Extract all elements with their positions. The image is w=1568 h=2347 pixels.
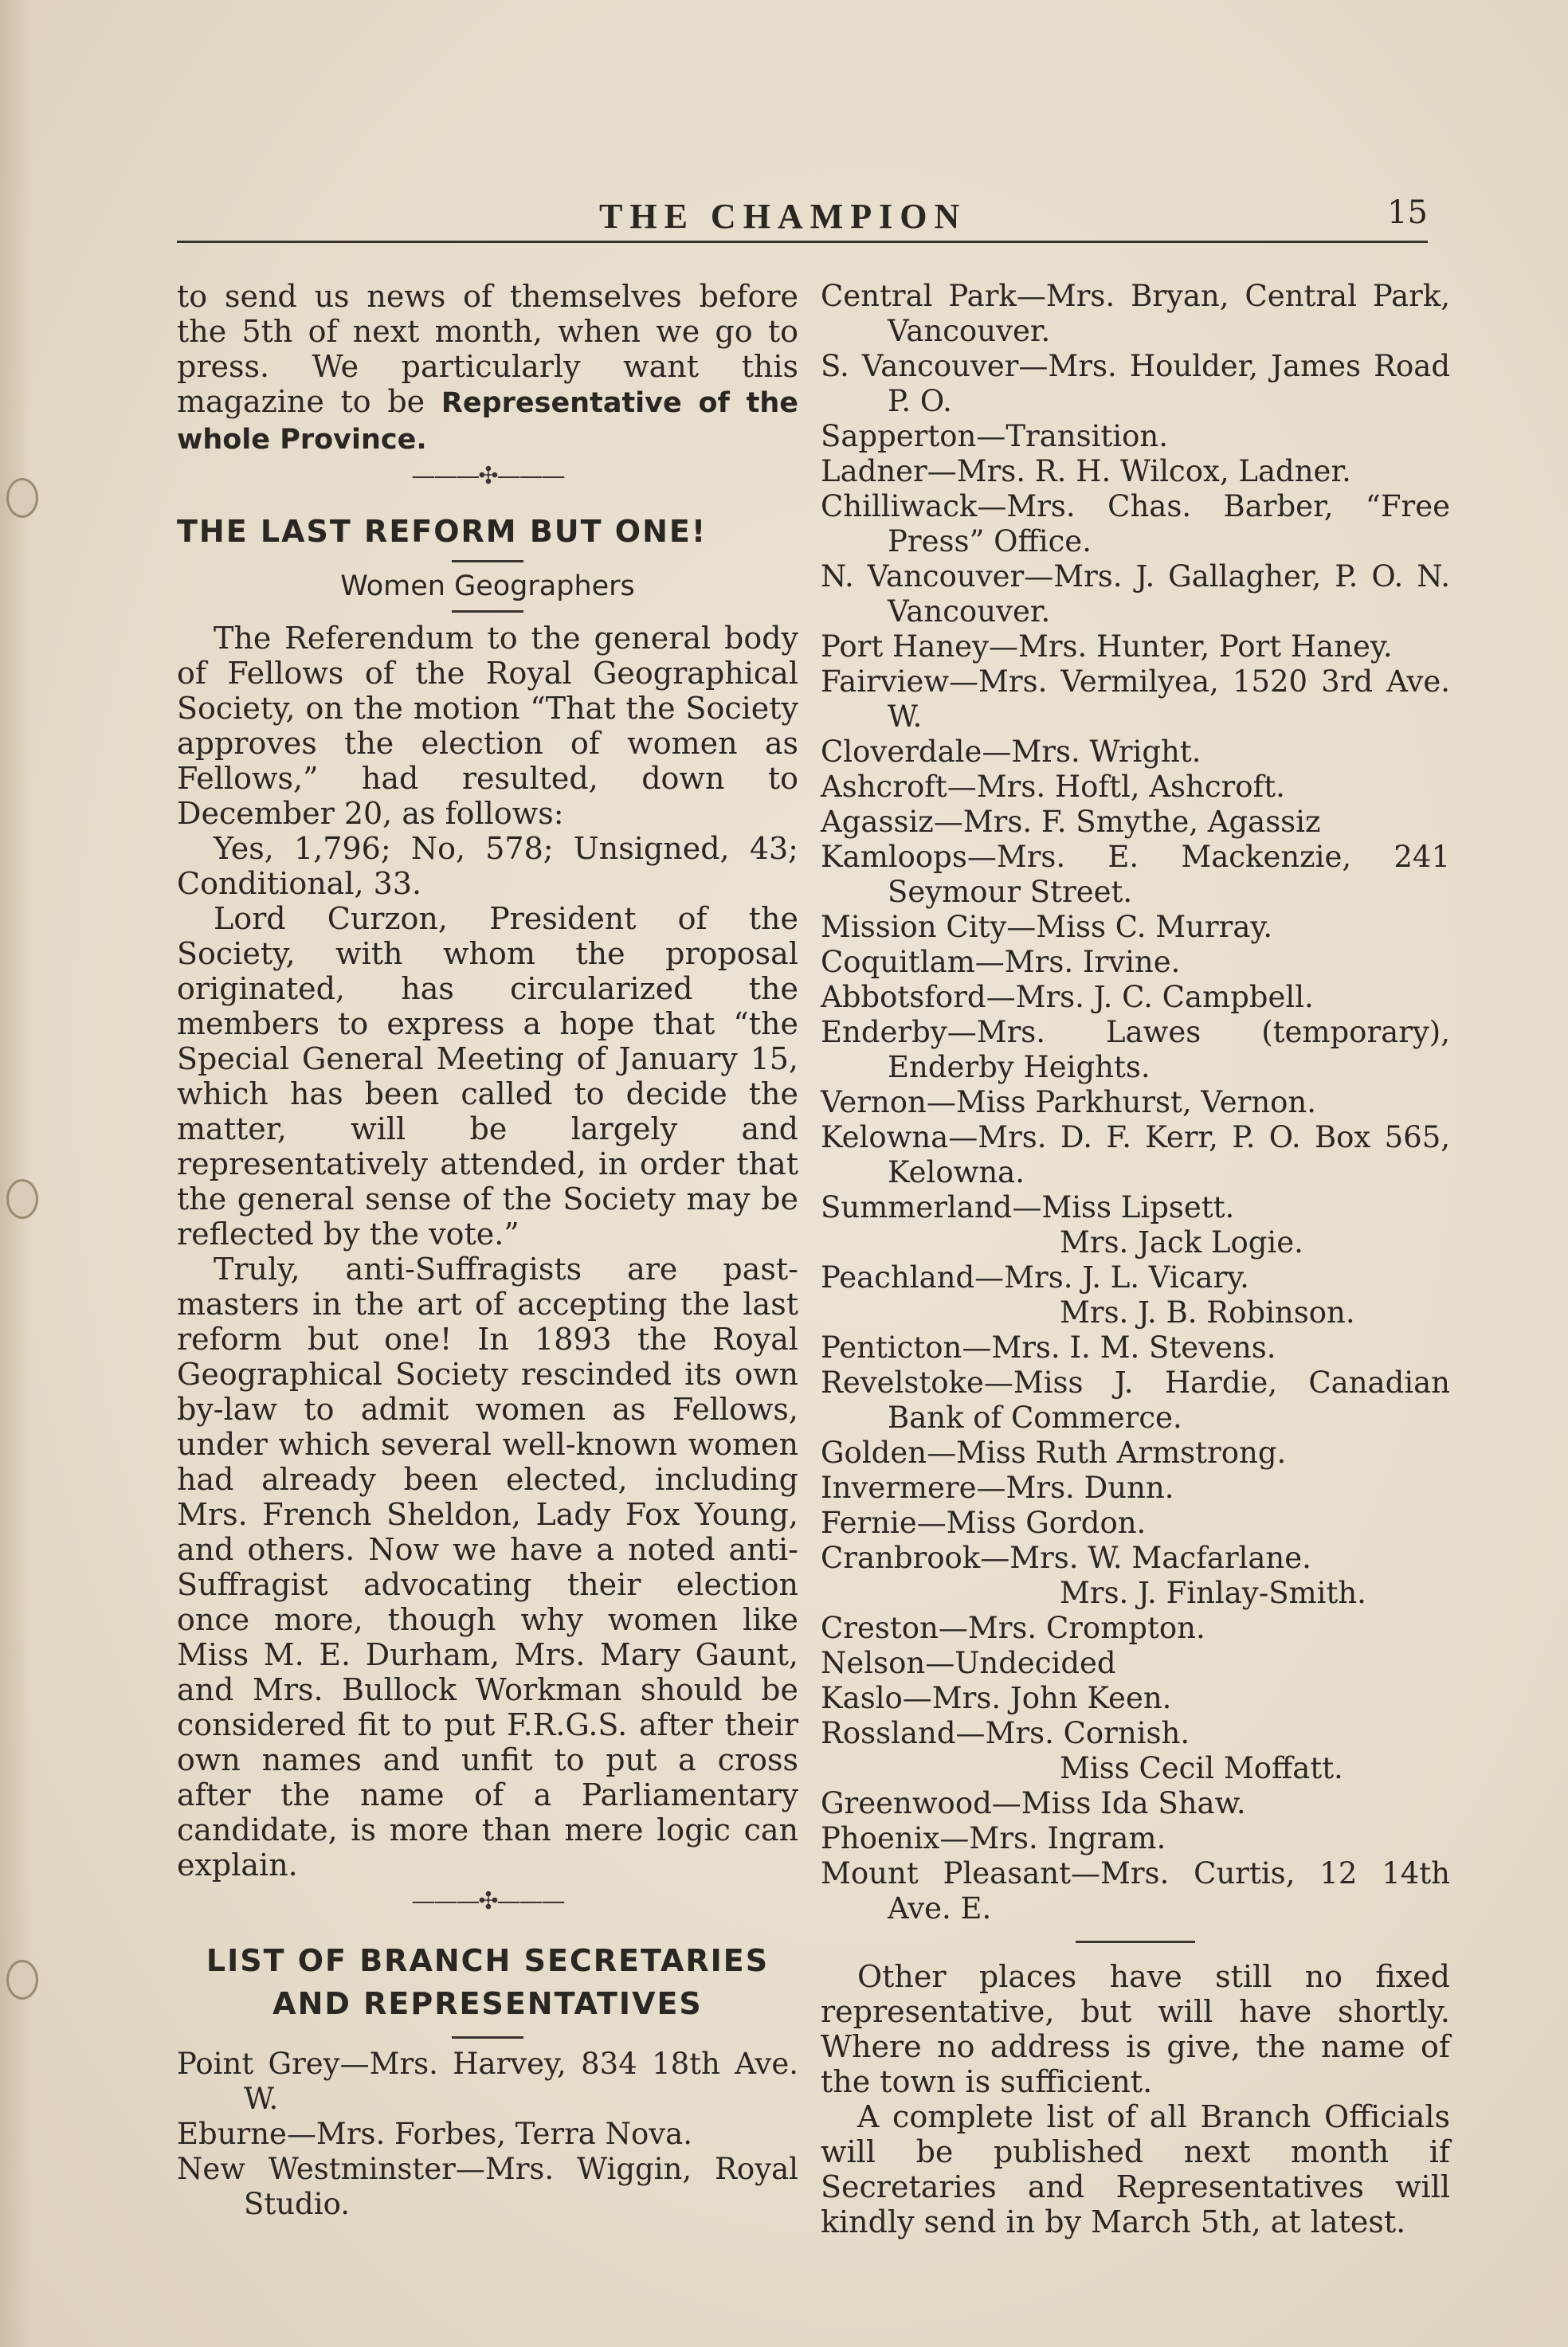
- divider-rule: [452, 560, 523, 562]
- list-item: Fairview—Mrs. Vermilyea, 1520 3rd Ave. W.: [821, 664, 1450, 734]
- closing-paragraph: A complete list of all Branch Officials will be published next month if Secretaries and Representatives will kindly send in by March 5th, at latest.: [821, 2099, 1450, 2239]
- list-item: Central Park—Mrs. Bryan, Central Park, Vancouver.: [821, 279, 1450, 348]
- closing-paragraph: Other places have still no fixed representative, but will have shortly. Where no address is give, the name of the town is sufficient.: [821, 1959, 1450, 2099]
- running-header: [177, 188, 1428, 243]
- list-item: Ashcroft—Mrs. Hoftl, Ashcroft.: [821, 770, 1285, 804]
- list-item: Peachland—Mrs. J. L. Vicary.: [821, 1260, 1249, 1295]
- list-item-continuation: Miss Cecil Moffatt.: [1060, 1751, 1343, 1785]
- list-item: Invermere—Mrs. Dunn.: [821, 1471, 1174, 1505]
- list-item: Vernon—Miss Parkhurst, Vernon.: [821, 1085, 1317, 1119]
- article-subtitle: Women Geographers: [340, 570, 635, 602]
- list-item: Revelstoke—Miss J. Hardie, Canadian Bank of Commerce.: [821, 1365, 1450, 1435]
- list-item: Phoenix—Mrs. Ingram.: [821, 1821, 1166, 1855]
- list-item: Penticton—Mrs. I. M. Stevens.: [821, 1330, 1276, 1365]
- list-item: Mount Pleasant—Mrs. Curtis, 12 14th Ave. E.: [821, 1856, 1450, 1926]
- list-item: Mission City—Miss C. Murray.: [821, 910, 1273, 944]
- right-column: [821, 279, 1450, 2239]
- binding-hole: [6, 1960, 38, 2000]
- list-item: Kaslo—Mrs. John Keen.: [821, 1681, 1172, 1715]
- divider-rule: [1076, 1941, 1195, 1943]
- list-item: Cranbrook—Mrs. W. Macfarlane.: [821, 1541, 1311, 1575]
- list-item: Chilliwack—Mrs. Chas. Barber, “Free Press” Office.: [821, 489, 1450, 558]
- list-item-continuation: Mrs. J. Finlay-Smith.: [1060, 1576, 1366, 1610]
- article-paragraph: Truly, anti-Suffragists are past-masters in the art of accepting the last reform but one! In 1893 the Royal Geographical Society rescinded its own by-law to admit women as Fellows, under which several well-known women had already been elected, including Mrs. French Sheldon, Lady Fox Young, and others. Now we have a noted anti-Suffragist advocating their election once more, though why women like Miss M. E. Durham, Mrs. Mary Gaunt, and Mrs. Bullock Workman should be considered fit to put F.R.G.S. after their own names and unfit to put a cross after the name of a Parliamentary candidate, is more than mere logic can explain.: [177, 1252, 798, 1883]
- list-item: Greenwood—Miss Ida Shaw.: [821, 1786, 1246, 1820]
- list-item: Coquitlam—Mrs. Irvine.: [821, 945, 1181, 979]
- article-paragraph: Lord Curzon, President of the Society, with whom the proposal originated, has circularized the members to express a hope that “the Special General Meeting of January 15, which has been called to decide the matter, will be largely and representatively attended, in order that the general sense of the Society may be reflected by the vote.”: [177, 901, 798, 1252]
- list-item-continuation: Mrs. Jack Logie.: [1060, 1225, 1303, 1260]
- article-paragraph: Yes, 1,796; No, 578; Unsigned, 43; Conditional, 33.: [177, 831, 798, 901]
- list-item: Golden—Miss Ruth Armstrong.: [821, 1436, 1287, 1470]
- list-title: LIST OF BRANCH SECRETARIES AND REPRESENTATIVES: [206, 1943, 770, 2021]
- article-paragraph: The Referendum to the general body of Fellows of the Royal Geographical Society, on the motion “That the Society approves the election of women as Fellows,” had resulted, down to December 20, as follows:: [177, 621, 798, 831]
- list-item: Agassiz—Mrs. F. Smythe, Agassiz: [821, 805, 1321, 839]
- list-item: N. Vancouver—Mrs. J. Gallagher, P. O. N. Vancouver.: [821, 559, 1450, 629]
- list-item: Cloverdale—Mrs. Wright.: [821, 735, 1201, 769]
- list-item: Rossland—Mrs. Cornish.: [821, 1716, 1190, 1750]
- list-item-continuation: Mrs. J. B. Robinson.: [1060, 1295, 1355, 1330]
- list-item: Ladner—Mrs. R. H. Wilcox, Ladner.: [821, 454, 1351, 488]
- list-item: Sapperton—Transition.: [821, 419, 1168, 453]
- list-item: Kelowna—Mrs. D. F. Kerr, P. O. Box 565, Kelowna.: [821, 1120, 1450, 1189]
- page-number: 15: [1387, 194, 1428, 231]
- binding-hole: [6, 478, 38, 518]
- list-item: S. Vancouver—Mrs. Houlder, James Road P. O.: [821, 349, 1450, 418]
- intro-emphasis: Representative of the whole Province.: [177, 387, 798, 456]
- list-item: Port Haney—Mrs. Hunter, Port Haney.: [821, 629, 1393, 664]
- ornament-divider: ———✣———: [411, 1887, 564, 1915]
- left-column: [177, 279, 798, 2222]
- list-item: Summerland—Miss Lipsett.: [821, 1190, 1235, 1224]
- divider-rule: [452, 2036, 523, 2039]
- list-item: Eburne—Mrs. Forbes, Terra Nova.: [177, 2117, 692, 2151]
- list-item: Creston—Mrs. Crompton.: [821, 1611, 1205, 1645]
- list-item: New Westminster—Mrs. Wiggin, Royal Studio.: [177, 2152, 798, 2221]
- list-item: Enderby—Mrs. Lawes (temporary), Enderby Heights.: [821, 1015, 1450, 1084]
- article-title: THE LAST REFORM BUT ONE!: [177, 514, 708, 549]
- list-item: Nelson—Undecided: [821, 1646, 1116, 1680]
- publication-title: THE CHAMPION: [599, 197, 967, 236]
- list-item: Point Grey—Mrs. Harvey, 834 18th Ave. W.: [177, 2047, 798, 2116]
- intro-paragraph: to send us news of themselves before the 5th of next month, when we go to press. We particularly want this magazine to be Representative of the whole Province.: [177, 279, 798, 456]
- divider-rule: [452, 610, 523, 613]
- binding-hole: [6, 1179, 38, 1219]
- ornament-divider: ———✣———: [411, 462, 564, 490]
- list-item: Abbotsford—Mrs. J. C. Campbell.: [821, 980, 1314, 1014]
- list-item: Kamloops—Mrs. E. Mackenzie, 241 Seymour Street.: [821, 840, 1450, 909]
- list-item: Fernie—Miss Gordon.: [821, 1506, 1147, 1540]
